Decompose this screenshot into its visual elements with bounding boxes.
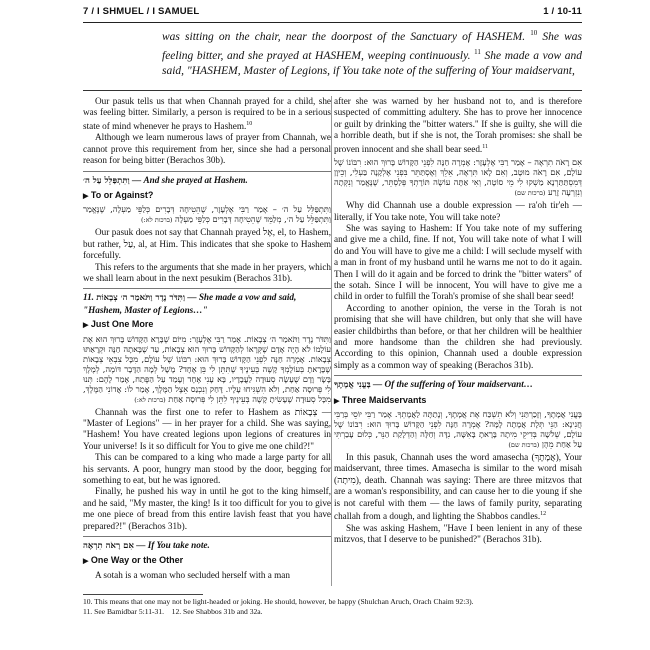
footnote-12: 12. See Shabbos 31b and 32a. <box>171 606 263 616</box>
subheading <box>83 319 331 331</box>
paragraph: Finally, he pushed his way in until he got to the king himself, and he said, "My master, the king! Is it too difficult for you to give me one piece of bread from this entire lavish feast that you have prepared?!" (Berachos 31b). <box>83 486 331 531</box>
subheading-label: One Way or the Other <box>90 555 184 566</box>
lemma-heading <box>334 375 582 391</box>
triangle-bullet-icon: ▶ <box>334 397 340 405</box>
lemma-number: 11. <box>83 292 94 303</box>
subheading-label: Three Maidservants <box>341 394 427 405</box>
running-header <box>83 6 582 22</box>
verse-number-11: 11 <box>474 48 481 57</box>
footnote-10: 10. This means that one may not be light-headed or joking. He should, however, be happy (Shulchan Aruch, Orach Chaim 92:3). <box>83 597 474 606</box>
subheading-label: To or Against? <box>90 189 154 200</box>
paragraph: A sotah is a woman who secluded herself with a man <box>95 569 290 580</box>
lemma-english: — And she prayed at Hashem. <box>131 174 248 185</box>
lemma-hebrew: וַתִּדֹּר נֶדֶר וַתֹּאמַר ה׳ צְבָאוֹת <box>96 293 186 304</box>
subheading <box>83 555 331 567</box>
footnotes <box>83 597 582 616</box>
footnote-rule <box>83 594 203 595</box>
paragraph: Although we learn numerous laws of prayer from Channah, we cannot prove this requirement from her, since she had a personal reason for being bitter (Berachos 30b). <box>83 132 331 166</box>
hebrew-source: אִם רָאֹה תִרְאֶה – אָמַר רַבִּי אֶלְעָזָר: אָמְרָה חַנָּה לִפְנֵי הַקָּדוֹשׁ בָּרוּךְ הוּא: רִבּוֹנוֹ שֶׁל עוֹלָם, אִם רָאֹה מוּטָב, וְאִם לָאו תִּרְאֶה, אֵלֵךְ וְאֶסְתַּתֵּר בִּפְנֵי אֶלְקָנָה בַּעְלִי, וְכֵיוָן דְּמִסְתַּתַּרְנָא מַשְׁקוּ לִי מֵי סוֹטָה, וְאִי אַתָּה עוֹשֶׂה תּוֹרָתְךָ פְּלַסְתֵּר, שֶׁנֶּאֱמַר וְנִקְּתָה וְנִזְרְעָה זָרַע (ברכות שם) <box>334 157 582 198</box>
hebrew-source: בָּעֳנִי אֲמָתֶךָ, וְזָכַרְתַּנִי וְלֹא תִשְׁכַּח אֶת אֲמָתֶךָ, וְנָתַתָּה לַאֲמָתְךָ. אָמַר רַבִּי יוֹסֵי בְּרַבִּי חֲנִינָא: הַנֵּי תְּלָת אֲמָתָה לָמָּה? אָמְרָה חַנָּה לִפְנֵי הַקָּדוֹשׁ בָּרוּךְ הוּא: רִבּוֹנוֹ שֶׁל עוֹלָם, שְׁלֹשָׁה בְּדִיקֵי מִיתָה בָּרָאתָ בָּאִשָּׁה, נִדָּה וְחַלָּה וְהַדְלָקַת הַנֵּר, כְּלוּם עָבַרְתִּי עַל אַחַת מֵהֶן (ברכות שם) <box>334 409 582 449</box>
column-divider <box>331 96 332 586</box>
header-rule <box>83 22 582 23</box>
paragraph: Channah was the first one to refer to Hashem as צְבָאוֹת — "Master of Legions" — in her prayer for a child. She was saying, "Hashem! You have created legions upon legions of creatures in Your universe! Is it so difficult for You to give me one child?!" <box>83 406 331 451</box>
hebrew-source: וַתִּדֹּר נֶדֶר וַתֹּאמַר ה׳ צְבָאוֹת. אָמַר רַבִּי אֶלְעָזָר: מִיּוֹם שֶׁבָּרָא הַקָּדוֹשׁ בָּרוּךְ הוּא אֶת עוֹלָמוֹ לֹא הָיָה אָדָם שֶׁקְּרָאוֹ לְהַקָּדוֹשׁ בָּרוּךְ הוּא צְבָאוֹת, עַד שֶׁבָּאתָה חַנָּה וּקְרָאַתּוּ צְבָאוֹת. אָמְרָה חַנָּה לִפְנֵי הַקָּדוֹשׁ בָּרוּךְ הוּא: רִבּוֹנוֹ שֶׁל עוֹלָם, מִכָּל צִבְאֵי צְבָאוֹת שֶׁבָּרָאתָ בְּעוֹלָמְךָ קָשֶׁה בְּעֵינֶיךָ שֶׁתִּתֵּן לִי בֵּן אֶחָד? מָשָׁל לְמָה הַדָּבָר דּוֹמֶה, לְמֶלֶךְ בָּשָׂר וָדָם שֶׁעָשָׂה סְעוּדָה לַעֲבָדָיו, בָּא עָנִי אֶחָד וְעָמַד עַל הַפֶּתַח, אָמַר לָהֶם: תְּנוּ לִי פְּרוּסָה אַחַת, וְלֹא הִשְׁגִּיחוּ עָלָיו. דָּחַק וְנִכְנַס אֵצֶל הַמֶּלֶךְ, אָמַר לוֹ: אֲדוֹנִי הַמֶּלֶךְ, מִכָּל סְעוּדָה שֶׁעָשִׂיתָ קָשֶׁה בְּעֵינֶיךָ לִתֵּן לִי פְּרוּסָה אַחַת (ברכות לא:) <box>83 333 331 404</box>
hebrew-source: וַתִּתְפַּלֵּל עַל ה׳ – אָמַר רַבִּי אֶלְעָזָר, שֶׁהֵטִיחָה דְּבָרִים כְּלַפֵּי מַעְלָה, שֶׁנֶּאֱמַר וַתִּתְפַּלֵּל עַל ה׳, מְלַמֵּד שֶׁהֵטִיחָה דְּבָרִים כְּלַפֵּי מַעְלָה (ברכות לא:) <box>83 204 331 225</box>
paragraph: She was asking Hashem, "Have I been lenient in any of these mitzvos, that I deserve to be punished?" (Berachos 31b). <box>334 522 582 544</box>
paragraph: after she was warned by her husband not to, and is therefore suspected of committing adultery. She has to prove her innocence or guilt by drinking the "bitter waters." If she is guilty, she will die a horrible death, but if she is not, the Torah promises: she shall be proven innocent and she shall bear seed.$^{11}$ <box>334 96 582 154</box>
lemma-heading <box>83 171 331 187</box>
paragraph: In this pasuk, Channah uses the word amasecha (אֲמָתֶךָ), Your maidservant, three times. Amasecha is similar to the word misah (מִיתָה), death. Channah was saying: There are three mitzvos that are a woman's responsibility, and can cause her to die young if she is not careful with them — the laws of family purity, separating challah from a dough, and lighting the Shabbos candles.$^{12}$ <box>334 452 582 522</box>
paragraph: Our pasuk does not say that Channah prayed אֶל, el, to Hashem, but rather, עַל, al, at Him. This indicates that she spoke to Hashem forcefully. <box>83 227 332 261</box>
paragraph: She was saying to Hashem: If You take note of my suffering and give me a child, fine. If not, You will take note of what I will do and You will have to give me a child: I will seclude myself with a man in front of my husband until he warns me not to do it again. Then I will do it again and be forced to drink the "bitter waters" of the sotah. Since I will be innocent, You will have to give me a child in order to fulfill the Torah's promise of she shall bear seed! <box>334 222 582 302</box>
subheading <box>83 190 331 202</box>
header-book-title: 7 / I SHMUEL / I SAMUEL <box>83 6 200 17</box>
lemma-heading <box>83 536 331 552</box>
header-chapter-verse: 1 / 10-11 <box>543 6 582 17</box>
verse-text-1: was sitting on the chair, near the doorpost of the Sanctuary of HASHEM. <box>162 30 526 43</box>
subheading <box>334 395 582 407</box>
verse-text-3: She made a vow and said, "HASHEM, Master of Legions, if You take note of the suffering of Your maidservant, <box>162 50 583 78</box>
lemma-hebrew: אִם רָאֹה תִרְאֶה <box>83 541 134 552</box>
verse-translation <box>162 26 582 80</box>
paragraph: Why did Channah use a double expression — ra'oh tir'eh — literally, if You take note, You will take note? <box>334 200 582 222</box>
triangle-bullet-icon: ▶ <box>83 192 89 200</box>
footnote-11: 11. See Bamidbar 5:11-31. <box>83 606 165 616</box>
subheading-label: Just One More <box>90 319 154 330</box>
commentary-left-column <box>83 96 331 581</box>
paragraph: This refers to the arguments that she made in her prayers, which we shall learn about in the next pesukim (Berachos 31b). <box>83 261 331 283</box>
paragraph: According to another opinion, the verse in the Torah is not promising that she will have children, but only that she will have easier childbirths than before, or that her children will be healthier and more handsome than the children she had previously. According to this opinion, Channah used a double expression simply as a common way of speaking (Berachos 31b). <box>334 302 582 370</box>
paragraph: Our pasuk tells us that when Channah prayed for a child, she was feeling bitter. Similarly, a person is required to be in a serious state of mind whenever he prays to Hashem.$^{10}$ <box>83 96 331 131</box>
footnote-11-12 <box>83 607 582 617</box>
triangle-bullet-icon: ▶ <box>83 322 89 330</box>
lemma-hebrew: בָּעֳנִי אֲמָתֶךָ <box>334 380 371 391</box>
triangle-bullet-icon: ▶ <box>83 558 89 566</box>
verse-text-2: She was feeling bitter, and she prayed at HASHEM, weeping continuously. <box>162 30 583 63</box>
lemma-english: — She made a vow and said, "Hashem, Master of Legions…" <box>83 292 297 315</box>
verse-rule <box>83 90 582 91</box>
lemma-heading <box>83 288 331 316</box>
commentary-right-column <box>334 96 582 545</box>
lemma-english: — Of the suffering of Your maidservant… <box>373 379 533 390</box>
lemma-english: — If You take note. <box>136 540 210 551</box>
paragraph: This can be compared to a king who made a large party for all his servants. A poor, hungry man stood by the door, begging for something to eat, but he was ignored. <box>83 452 331 485</box>
lemma-hebrew: וַתִּתְפַּלֵּל עַל ה׳ <box>83 175 130 186</box>
verse-number-10: 10 <box>530 29 538 37</box>
